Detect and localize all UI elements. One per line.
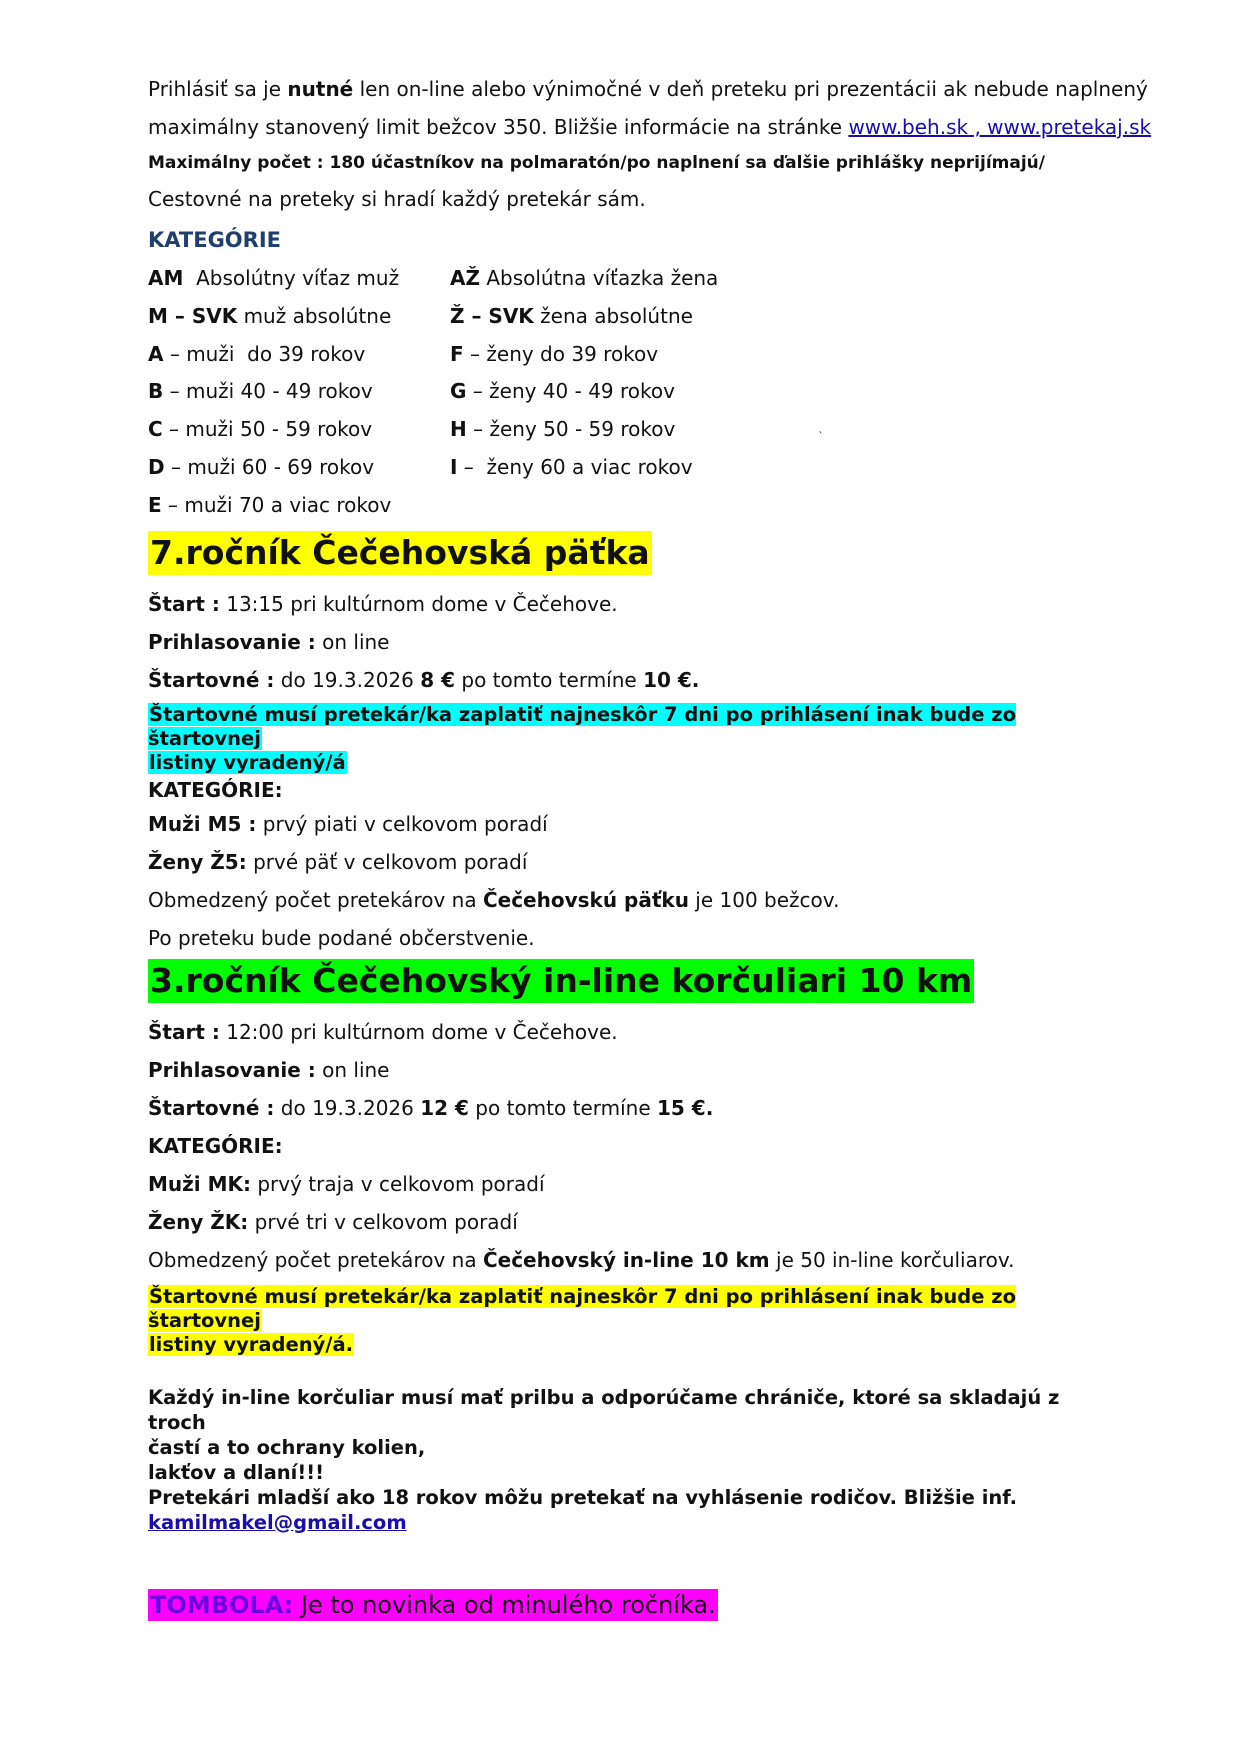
category-left-3: B – muži 40 - 49 rokov (148, 379, 373, 404)
race2-safety-notice: Každý in-line korčuliar musí mať prilbu a odporúčame chrániče, ktoré sa skladajú z troch častí a to ochrany kolien, lakťov a dlaní!!! Pretekári mladší ako 18 rokov môžu pretekať na vyhlásenie rodičov. Bližšie inf. kamilmakel@gmail.com (148, 1385, 1060, 1534)
intro-line-1: Prihlásiť sa je nutné len on-line alebo výnimočné v deň preteku pri prezentácii ak nebude naplnený (148, 77, 1148, 101)
race2-payment-warning: Štartovné musí pretekár/ka zaplatiť najneskôr 7 dni po prihlásení inak bude zo štartovnej listiny vyradený/á. (148, 1284, 1017, 1356)
category-right-2: F – ženy do 39 rokov (450, 341, 659, 366)
intro-line-2: maximálny stanovený limit bežcov 350. Bližšie informácie na stránke www.beh.sk , www.pretekaj.sk (148, 115, 1152, 139)
race2-limit: Obmedzený počet pretekárov na Čečehovský in-line 10 km je 50 in-line korčuliarov. (148, 1247, 1015, 1272)
category-right-6 (450, 487, 1108, 525)
travel-note: Cestovné na preteky si hradí každý pretekár sám. (148, 187, 646, 211)
race1-limit: Obmedzený počet pretekárov na Čečehovskú päťku je 100 bežcov. (148, 887, 840, 912)
race2-start: Štart : 12:00 pri kultúrnom dome v Čečehove. (148, 1019, 618, 1044)
race1-title: 7.ročník Čečehovská päťka (148, 531, 652, 575)
race2-women-category: Ženy ŽK: prvé tri v celkovom poradí (148, 1209, 518, 1234)
race2-men-category: Muži MK: prvý traja v celkovom poradí (148, 1171, 545, 1196)
category-left-4: C – muži 50 - 59 rokov (148, 417, 373, 442)
category-left-2: A – muži do 39 rokov (148, 341, 366, 366)
stray-mark: ` (818, 430, 824, 444)
race1-categories-heading: KATEGÓRIE: (148, 777, 283, 802)
category-right-4: H – ženy 50 - 59 rokov (450, 417, 676, 442)
race2-fee: Štartovné : do 19.3.2026 12 € po tomto termíne 15 €. (148, 1095, 714, 1120)
race1-start: Štart : 13:15 pri kultúrnom dome v Čečehove. (148, 591, 618, 616)
category-left-5: D – muži 60 - 69 rokov (148, 454, 375, 479)
tombola-note: TOMBOLA: Je to novinka od minulého ročníka. (150, 1590, 716, 1619)
race2-categories-heading: KATEGÓRIE: (148, 1133, 283, 1158)
race1-registration: Prihlasovanie : on line (148, 629, 390, 654)
category-right-0: AŽ Absolútna víťazka žena (450, 266, 719, 290)
contact-email-link[interactable]: kamilmakel@gmail.com (148, 1510, 407, 1534)
race1-refreshment: Po preteku bude podané občerstvenie. (148, 925, 535, 950)
category-left-6: E – muži 70 a viac rokov (148, 492, 392, 517)
max-participants-note: Maximálny počet : 180 účastníkov na polmaratón/po naplnení sa ďalšie prihlášky neprijímajú/ (148, 153, 1045, 173)
race2-registration: Prihlasovanie : on line (148, 1057, 390, 1082)
pretekaj-link[interactable]: , www.pretekaj.sk (968, 115, 1152, 139)
categories-heading: KATEGÓRIE (148, 228, 281, 252)
race1-payment-warning: Štartovné musí pretekár/ka zaplatiť najneskôr 7 dni po prihlásení inak bude zo štartovnej listiny vyradený/á (148, 702, 1017, 774)
beh-link[interactable]: www.beh.sk (848, 115, 969, 139)
race2-title: 3.ročník Čečehovský in-line korčuliari 10 km (148, 959, 974, 1003)
category-right-1: Ž – SVK žena absolútne (450, 303, 693, 328)
race1-fee: Štartovné : do 19.3.2026 8 € po tomto termíne 10 €. (148, 667, 700, 692)
category-left-1: M – SVK muž absolútne (148, 303, 392, 328)
category-right-3: G – ženy 40 - 49 rokov (450, 379, 675, 404)
document-page (148, 70, 1152, 1621)
race1-men-category: Muži M5 : prvý piati v celkovom poradí (148, 811, 548, 836)
category-right-5: I – ženy 60 a viac rokov (450, 454, 693, 479)
category-left-0: AM Absolútny víťaz muž (148, 266, 400, 290)
categories-grid (148, 260, 1108, 525)
race1-women-category: Ženy Ž5: prvé päť v celkovom poradí (148, 849, 528, 874)
tombola-row (148, 1589, 1108, 1621)
